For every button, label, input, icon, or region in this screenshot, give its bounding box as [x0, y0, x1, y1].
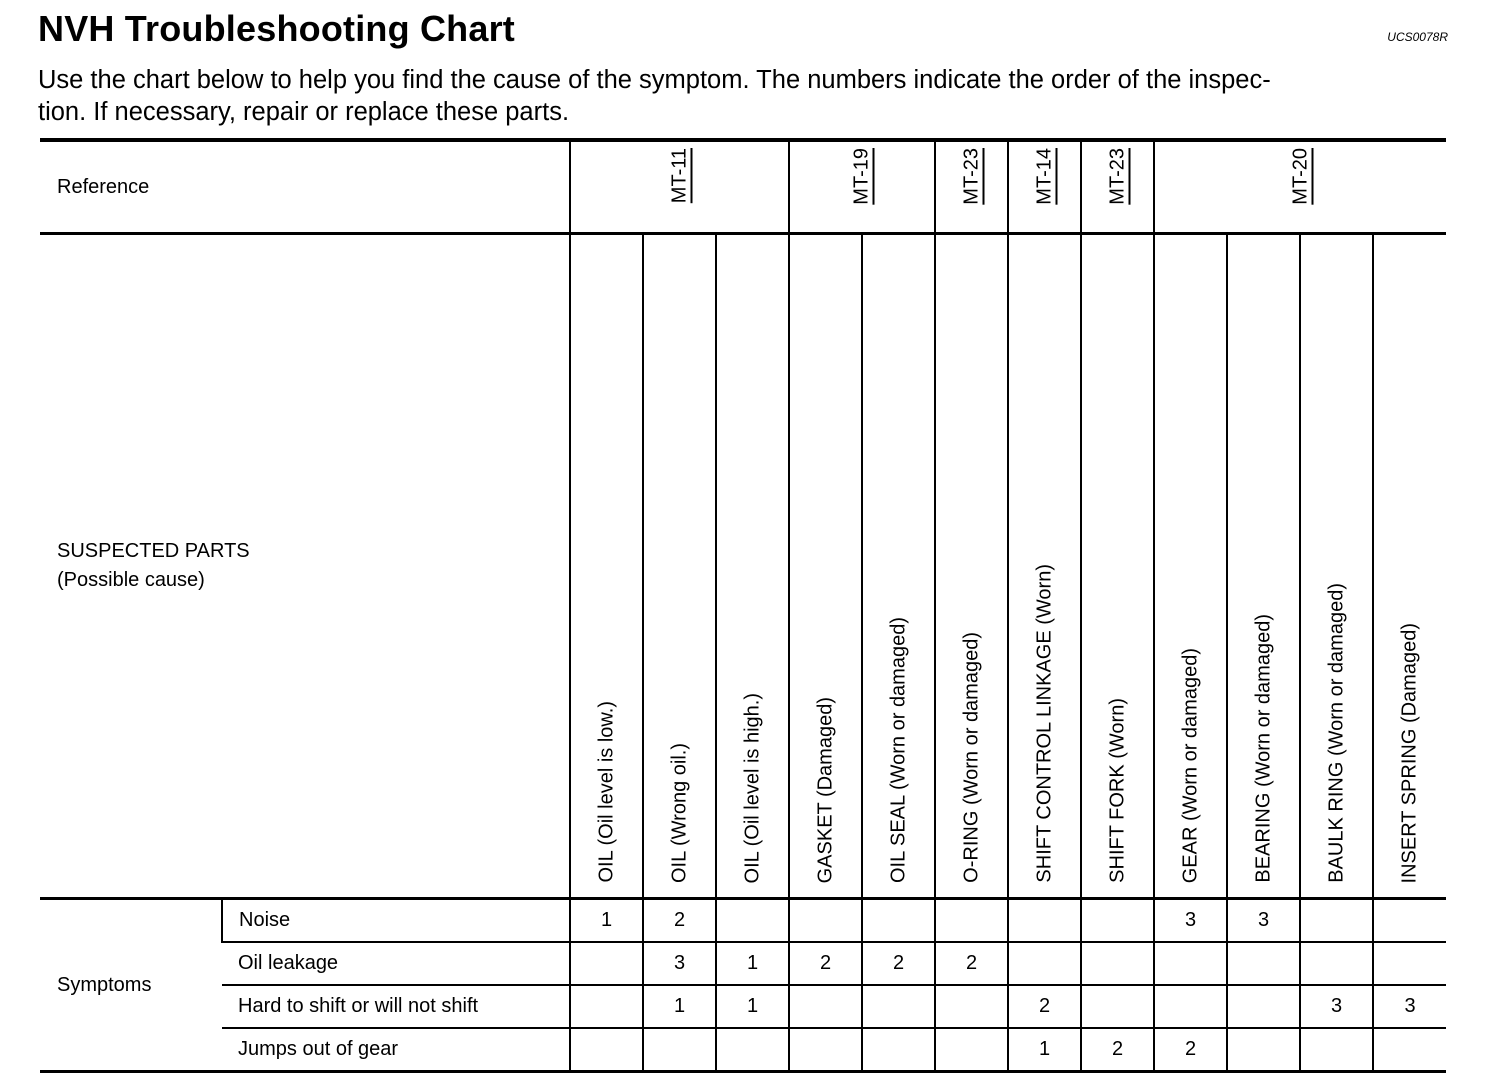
part-header	[570, 234, 643, 899]
inspection-order: 3	[1227, 899, 1300, 943]
reference-label: Reference	[40, 140, 570, 234]
inspection-order: 2	[643, 899, 716, 943]
inspection-order	[1373, 942, 1446, 985]
inspection-order	[643, 1028, 716, 1072]
symptom-name: Hard to shift or will not shift	[222, 985, 570, 1028]
reference-link[interactable]: MT-14	[1033, 148, 1055, 205]
inspection-order	[1227, 1028, 1300, 1072]
inspection-order	[935, 899, 1008, 943]
reference-cell	[789, 140, 935, 234]
suspected-parts-subtitle: (Possible cause)	[57, 569, 205, 591]
inspection-order	[789, 1028, 862, 1072]
inspection-order: 1	[643, 985, 716, 1028]
reference-link[interactable]: MT-19	[850, 148, 873, 205]
document-code: UCS0078R	[1387, 30, 1448, 44]
reference-link[interactable]: MT-11	[668, 148, 690, 204]
intro-line-2: tion. If necessary, repair or replace these parts.	[38, 98, 570, 126]
inspection-order	[1227, 942, 1300, 985]
part-header	[1300, 234, 1373, 899]
inspection-order: 1	[716, 942, 789, 985]
inspection-order: 1	[1008, 1028, 1081, 1072]
inspection-order	[1227, 985, 1300, 1028]
part-header	[789, 234, 862, 899]
part-label: OIL (Oil level is low.)	[595, 701, 617, 883]
inspection-order: 1	[716, 985, 789, 1028]
part-label: INSERT SPRING (Damaged)	[1398, 622, 1421, 883]
suspected-parts-label	[40, 234, 570, 899]
part-label: O-RING (Worn or damaged)	[960, 632, 982, 883]
inspection-order	[570, 985, 643, 1028]
part-label: SHIFT FORK (Worn)	[1106, 698, 1128, 883]
inspection-order	[716, 1028, 789, 1072]
inspection-order	[1081, 899, 1154, 943]
reference-link[interactable]: MT-20	[1289, 148, 1311, 205]
inspection-order: 3	[1300, 985, 1373, 1028]
symptom-name: Jumps out of gear	[222, 1028, 570, 1072]
inspection-order	[1300, 942, 1373, 985]
inspection-order	[935, 1028, 1008, 1072]
symptom-name: Oil leakage	[222, 942, 570, 985]
symptom-name: Noise	[222, 899, 570, 943]
part-header	[716, 234, 789, 899]
part-label: BEARING (Worn or damaged)	[1252, 614, 1274, 883]
inspection-order: 2	[862, 942, 935, 985]
inspection-order	[789, 899, 862, 943]
symptoms-label: Symptoms	[40, 899, 222, 1072]
part-label: OIL SEAL (Worn or damaged)	[887, 616, 909, 883]
inspection-order	[1154, 942, 1227, 985]
intro-line-1: Use the chart below to help you find the cause of the symptom. The numbers indicate the order of the inspec-	[38, 66, 1271, 94]
inspection-order	[935, 985, 1008, 1028]
inspection-order: 3	[1373, 985, 1446, 1028]
inspection-order: 2	[1008, 985, 1081, 1028]
inspection-order	[1373, 1028, 1446, 1072]
inspection-order	[570, 942, 643, 985]
part-label: SHIFT CONTROL LINKAGE (Worn)	[1033, 564, 1055, 883]
suspected-parts-title: SUSPECTED PARTS	[57, 540, 250, 562]
part-header	[935, 234, 1008, 899]
part-header	[1008, 234, 1081, 899]
part-label: GEAR (Worn or damaged)	[1179, 647, 1201, 883]
troubleshooting-table	[40, 138, 1446, 1073]
part-label: GASKET (Damaged)	[814, 696, 836, 883]
inspection-order: 1	[570, 899, 643, 943]
inspection-order	[1081, 942, 1154, 985]
inspection-order: 2	[935, 942, 1008, 985]
inspection-order: 3	[643, 942, 716, 985]
inspection-order	[862, 1028, 935, 1072]
inspection-order	[716, 899, 789, 943]
reference-link[interactable]: MT-23	[1106, 148, 1128, 205]
inspection-order: 2	[1081, 1028, 1154, 1072]
inspection-order	[1300, 899, 1373, 943]
part-label: OIL (Oil level is high.)	[741, 692, 763, 883]
inspection-order	[1373, 899, 1446, 943]
part-header	[643, 234, 716, 899]
inspection-order: 2	[1154, 1028, 1227, 1072]
inspection-order	[862, 899, 935, 943]
reference-cell	[570, 140, 789, 234]
part-label: BAULK RING (Worn or damaged)	[1325, 583, 1347, 883]
reference-cell	[1154, 140, 1446, 234]
intro-text	[38, 64, 1448, 128]
part-header	[1154, 234, 1227, 899]
inspection-order	[570, 1028, 643, 1072]
inspection-order	[862, 985, 935, 1028]
inspection-order: 3	[1154, 899, 1227, 943]
part-header	[1081, 234, 1154, 899]
page-title: NVH Troubleshooting Chart	[38, 8, 515, 49]
inspection-order	[1081, 985, 1154, 1028]
part-label: OIL (Wrong oil.)	[668, 742, 690, 883]
inspection-order	[1008, 899, 1081, 943]
reference-cell	[1008, 140, 1081, 234]
inspection-order	[789, 985, 862, 1028]
inspection-order	[1154, 985, 1227, 1028]
part-header	[1227, 234, 1300, 899]
part-header	[862, 234, 935, 899]
inspection-order	[1300, 1028, 1373, 1072]
reference-cell	[1081, 140, 1154, 234]
reference-link[interactable]: MT-23	[960, 148, 982, 205]
reference-cell	[935, 140, 1008, 234]
inspection-order: 2	[789, 942, 862, 985]
part-header	[1373, 234, 1446, 899]
inspection-order	[1008, 942, 1081, 985]
